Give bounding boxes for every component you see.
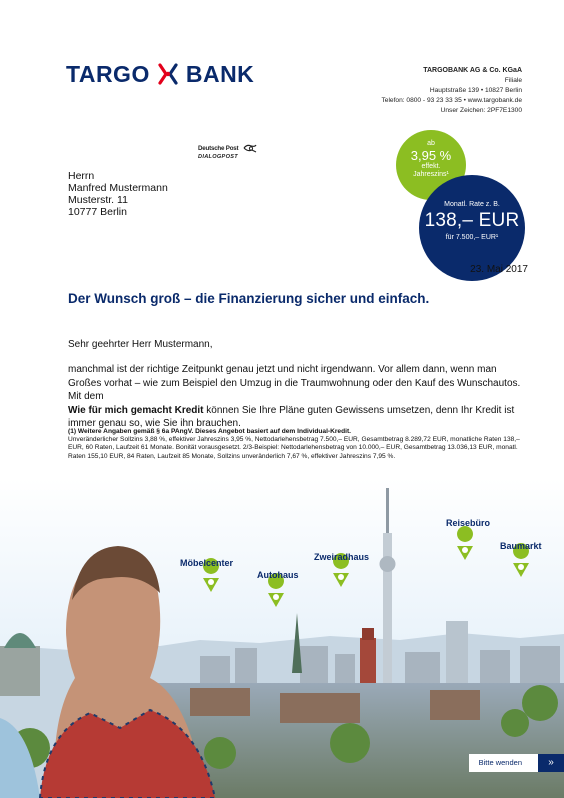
address-line: Manfred Mustermann [68, 182, 168, 194]
sender-block [381, 66, 522, 116]
address-line: Musterstr. 11 [68, 194, 128, 206]
salutation: Sehr geehrter Herr Mustermann, [68, 339, 213, 350]
logo-text-targo: TARGO [66, 60, 150, 87]
turn-page-label: Bitte wenden [469, 754, 538, 772]
sender-line: Hauptstraße 139 • 10827 Berlin [429, 87, 522, 94]
logo-text-bank: BANK [185, 60, 255, 87]
body-text: können Sie Ihre Pläne guten Gewissens umsetzen, denn Ihr Kredit ist immer genau so, wie Sie ihn brauchen. [68, 404, 515, 430]
product-name: Wie für mich gemacht Kredit [68, 404, 204, 416]
installment-badge-top: Monatl. Rate z. B. [444, 201, 500, 208]
legal-footnote [68, 428, 528, 461]
logo-x-icon [156, 62, 180, 86]
letter-date: 23. Mai 2017 [470, 264, 528, 275]
installment-badge-amount: 138,– EUR [424, 210, 520, 231]
sender-line: Telefon: 0800 - 93 23 33 35 • www.targobank.de [381, 97, 522, 104]
rate-badge-top: ab [427, 140, 435, 147]
double-chevron-right-icon: » [538, 754, 564, 772]
pin-label-bike-shop: Zweiradhaus [314, 552, 370, 562]
sender-line: Unser Zeichen: 2PF7E1300 [440, 107, 522, 114]
pin-label-furniture: Möbelcenter [180, 558, 234, 568]
pin-label-hardware-store: Baumarkt [500, 541, 542, 551]
headline: Der Wunsch groß – die Finanzierung sicher und einfach. [68, 291, 430, 306]
rate-badge-line: effekt. [421, 163, 441, 170]
address-line: Herrn [68, 170, 95, 182]
pin-label-travel-agency: Reisebüro [446, 518, 491, 528]
sender-line: Filiale [504, 77, 522, 84]
post-brand: Deutsche Post [198, 145, 239, 153]
footnote-heading: (1) Weitere Angaben gemäß § 6a PAngV. Dieses Angebot basiert auf dem Individual-Kredit. [68, 428, 351, 435]
pin-label-car-dealer: Autohaus [257, 570, 299, 580]
targobank-logo [66, 60, 254, 88]
rate-badge-line: Jahreszins¹ [413, 171, 449, 178]
body-text: manchmal ist der richtige Zeitpunkt genau jetzt und nicht irgendwann. Vor allem dann, wenn man Großes vorhat – wie zum Beispiel den Umzug in die Traumwohnung oder den Kauf des Wunschautos. Mit dem [68, 364, 521, 403]
address-line: 10777 Berlin [68, 206, 127, 218]
rate-badge-value: 3,95 % [410, 148, 452, 163]
body-paragraph [68, 363, 524, 431]
post-sub: DIALOGPOST [198, 154, 238, 161]
turn-page-tab[interactable] [469, 754, 564, 772]
installment-badge-bottom: für 7.500,– EUR¹ [445, 234, 499, 241]
footnote-text: Unveränderlicher Sollzins 3,88 %, effektiver Jahreszins 3,95 %, Nettodarlehensbetrag 7.500,– EUR, Gesamtbetrag 8.289,72 EUR, monatliche Raten 138,– EUR, 60 Raten, Laufzeit 61 Monate. Bonität vorausgesetzt. 2/3-Beispiel: Nettodarlehensbetrag von 10.000,– EUR, Gesamtbetrag 13.036,13 EUR, monatl. Raten 155,10 EUR, 84 Raten, Laufzeit 85 Monate, Sollzins unveränderlich 7,67 %, effektiver Jahreszins 7,95 %. [68, 436, 520, 460]
sender-name: TARGOBANK AG & Co. KGaA [423, 67, 522, 74]
postage-mark [198, 144, 257, 161]
post-horn-icon [243, 144, 257, 153]
recipient-address [68, 170, 168, 218]
